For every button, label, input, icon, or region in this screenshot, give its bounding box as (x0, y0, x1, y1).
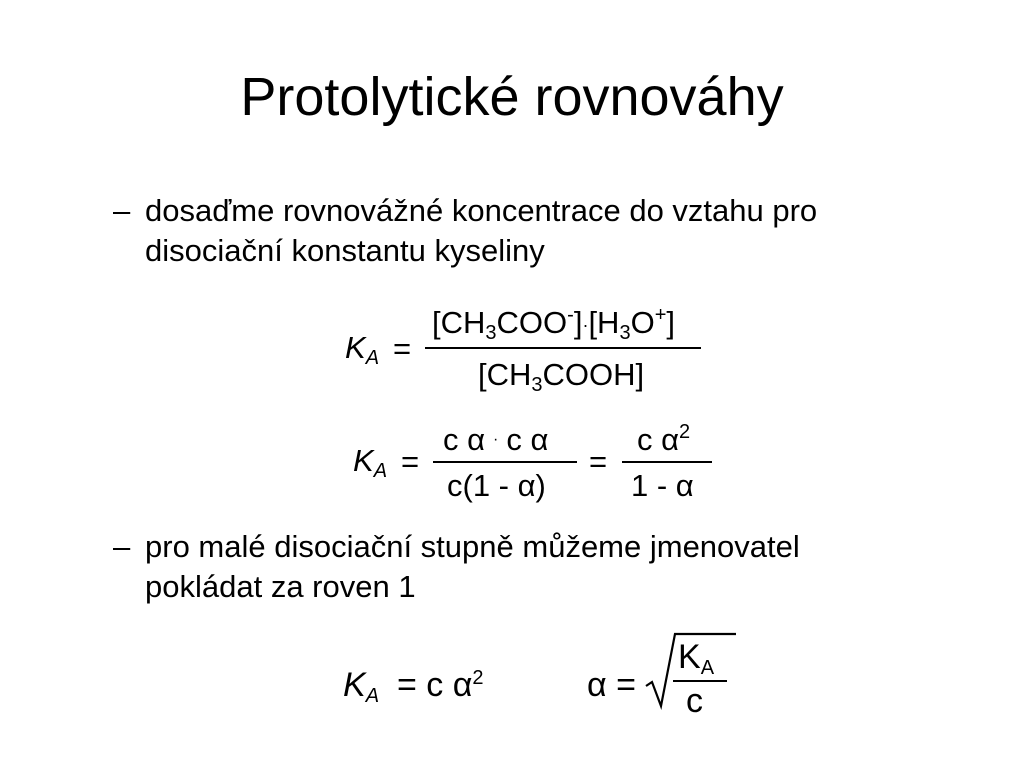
eq1-numerator: $[CH_3COO^-]\cdot[H_3O^+]$ (432, 304, 675, 344)
eq2-fraction-bar-2 (622, 461, 712, 463)
eq2-lhs: $K_A$ (353, 443, 388, 482)
bullet-1-line-2: disociační konstantu kyseliny (145, 233, 545, 268)
eq2-numerator-2: c $\alpha^2$ (637, 421, 691, 457)
slide-title: Protolytické rovnováhy (240, 67, 784, 127)
bullet-dash: – (113, 529, 131, 564)
bullet-1-line-1: dosaďme rovnovážné koncentrace do vztahu pro (145, 193, 818, 228)
bullet-2-line-2: pokládat za roven 1 (145, 569, 416, 604)
eq2-denominator: c(1 - α) (447, 468, 546, 503)
eq4-denominator: c (686, 682, 703, 720)
eq3-rhs: = c $\alpha^2$ (397, 666, 484, 704)
eq1-equals: = (393, 331, 412, 366)
eq3-lhs: $K_A$ (343, 666, 380, 707)
eq4-numerator: $K_A$ (678, 638, 715, 679)
eq2-equals: = (401, 444, 420, 479)
eq2-fraction-bar-1 (433, 461, 577, 463)
eq1-fraction-bar (425, 347, 701, 349)
bullet-2-line-1: pro malé disociační stupně můžeme jmenovatel (145, 529, 800, 564)
bullet-dash: – (113, 193, 131, 228)
eq1-lhs: $K_A$ (345, 330, 380, 369)
eq2-denominator-2: 1 - α (631, 468, 694, 503)
eq4-lhs: α = (587, 666, 636, 704)
eq2-equals-2: = (589, 444, 608, 479)
eq2-numerator: c α · c α (443, 422, 549, 457)
eq1-denominator: $[CH_3COOH]$ (478, 357, 645, 396)
